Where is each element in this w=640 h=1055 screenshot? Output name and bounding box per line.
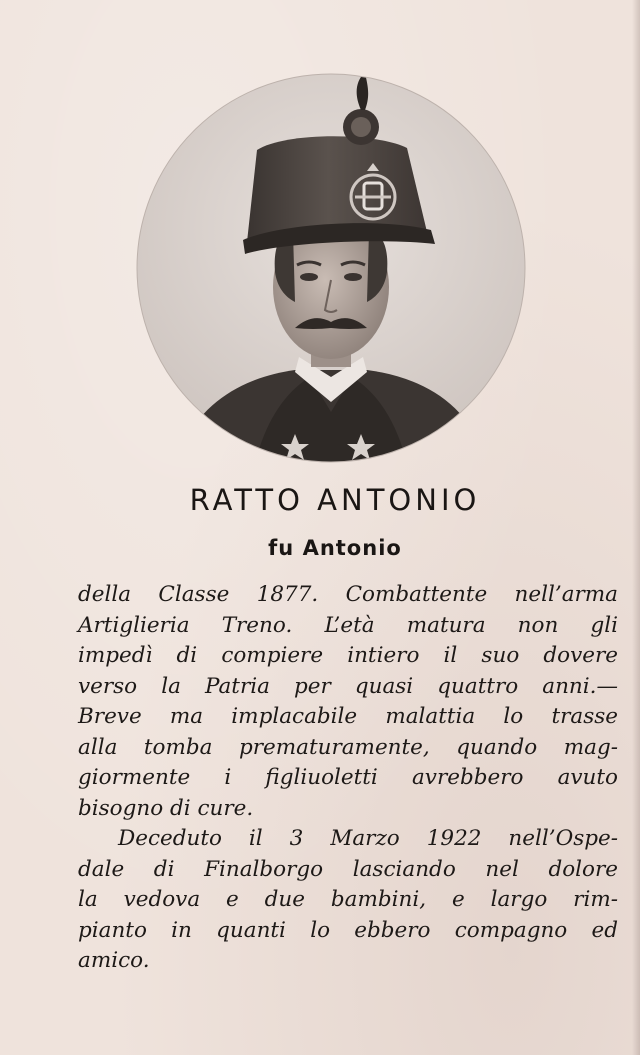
- bio-line: giormente i figliuoletti avrebbero avuto: [78, 765, 618, 790]
- bio-line: pianto in quanti lo ebbero compagno ed: [78, 917, 618, 943]
- bio-line: Breve ma implacabile malattia lo trasse: [78, 704, 618, 729]
- father-name: fu Antonio: [268, 536, 402, 560]
- bio-line: Artiglieria Treno. L’età matura non gli: [78, 612, 618, 638]
- person-name: RATTO ANTONIO: [189, 483, 481, 517]
- page-edge-shadow: [632, 0, 640, 1055]
- bio-line: Deceduto il 3 Marzo 1922 nell’Ospe-: [118, 826, 618, 851]
- bio-line: la vedova e due bambini, e largo rim-: [78, 887, 618, 912]
- bio-line: della Classe 1877. Combattente nell’arma: [78, 582, 618, 607]
- bio-line: impedì di compiere intiero il suo dovere: [78, 643, 618, 668]
- portrait-photo: [135, 72, 527, 464]
- bio-line: bisogno di cure.: [78, 795, 254, 821]
- biography-text: [78, 580, 618, 977]
- bio-line: alla tomba prematuramente, quando mag-: [78, 734, 618, 760]
- bio-line: dale di Finalborgo lasciando nel dolore: [78, 856, 618, 882]
- bio-line: verso la Patria per quasi quattro anni.—: [78, 673, 618, 699]
- bio-line: amico.: [78, 948, 150, 973]
